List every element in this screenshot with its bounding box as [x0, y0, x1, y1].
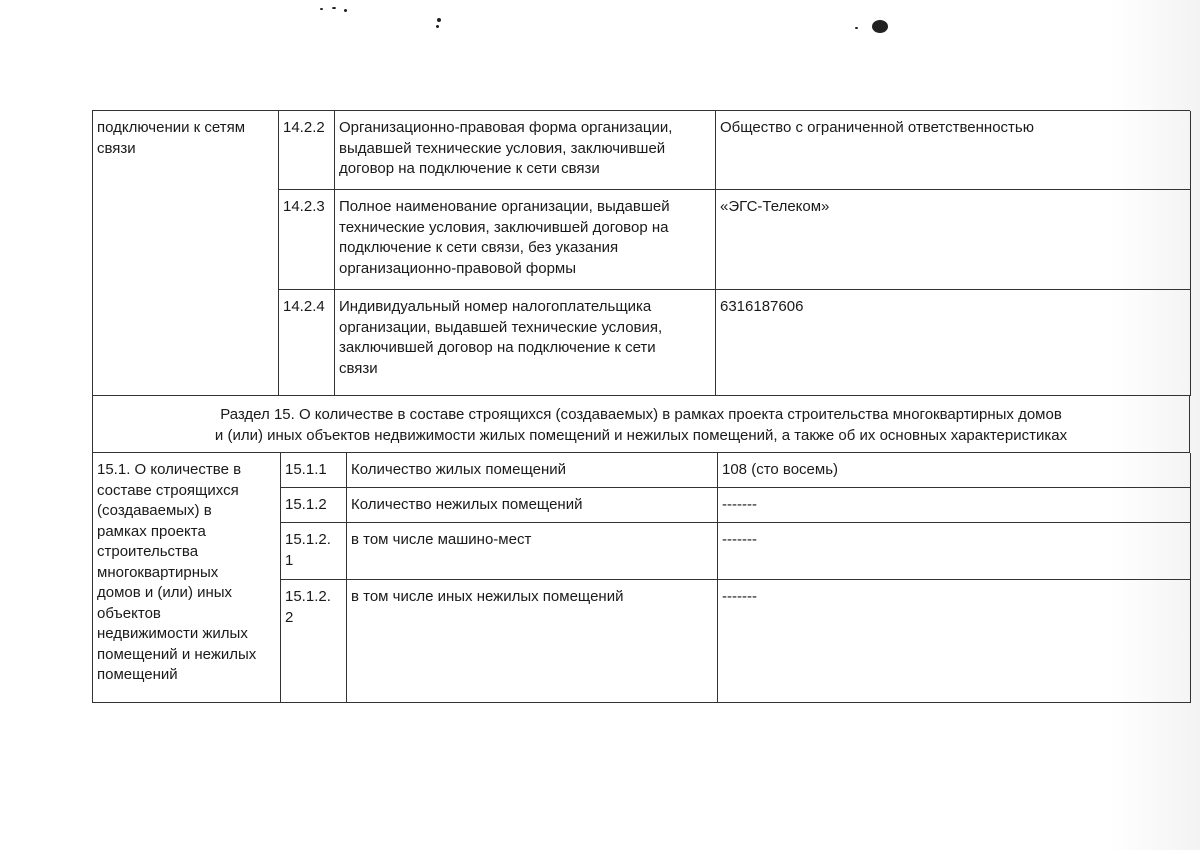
scan-speck [344, 9, 347, 12]
row-number: 15.1.2 [281, 488, 347, 523]
row-description: в том числе машино-мест [347, 523, 718, 580]
row-number: 14.2.4 [279, 290, 335, 396]
row-value: «ЭГС-Телеком» [716, 190, 1191, 290]
row-group-label: 15.1. О количестве в составе строящихся (создаваемых) в рамках проекта строительства многоквартирных домов и (или) иных объектов недвижимости жилых помещений и нежилых помещений [93, 453, 281, 703]
row-value: ------- [718, 580, 1191, 703]
row-description: Количество нежилых помещений [347, 488, 718, 523]
row-number: 14.2.2 [279, 111, 335, 190]
row-description: Количество жилых помещений [347, 453, 718, 488]
section-15-title: Раздел 15. О количестве в составе строящихся (создаваемых) в рамках проекта строительства многоквартирных домов и (или) иных объектов недвижимости жилых помещений и нежилых помещений, а также об их основных характеристиках [92, 396, 1190, 453]
row-number: 15.1.2. 2 [281, 580, 347, 703]
row-description: Полное наименование организации, выдавшей технические условия, заключившей договор на подключение к сети связи, без указания организационно-правовой формы [335, 190, 716, 290]
row-number: 15.1.1 [281, 453, 347, 488]
scan-speck [332, 7, 336, 9]
scan-speck [320, 8, 323, 10]
scan-speck [872, 20, 888, 33]
row-value: ------- [718, 523, 1191, 580]
scan-speck [436, 25, 439, 28]
row-description: Индивидуальный номер налогоплательщика организации, выдавшей технические условия, заключившей договор на подключение к сети связи [335, 290, 716, 396]
row-value: 108 (сто восемь) [718, 453, 1191, 488]
row-description: Организационно-правовая форма организации, выдавшей технические условия, заключившей договор на подключение к сети связи [335, 111, 716, 190]
row-value: Общество с ограниченной ответственностью [716, 111, 1191, 190]
document-table [92, 110, 1190, 703]
row-number: 14.2.3 [279, 190, 335, 290]
row-value: ------- [718, 488, 1191, 523]
row-number: 15.1.2. 1 [281, 523, 347, 580]
table-block-14 [92, 110, 1190, 396]
row-description: в том числе иных нежилых помещений [347, 580, 718, 703]
table-block-15 [92, 453, 1190, 703]
scan-speck [855, 27, 858, 29]
row-group-label: подключении к сетям связи [93, 111, 279, 396]
scan-speck [437, 18, 441, 22]
row-value: 6316187606 [716, 290, 1191, 396]
